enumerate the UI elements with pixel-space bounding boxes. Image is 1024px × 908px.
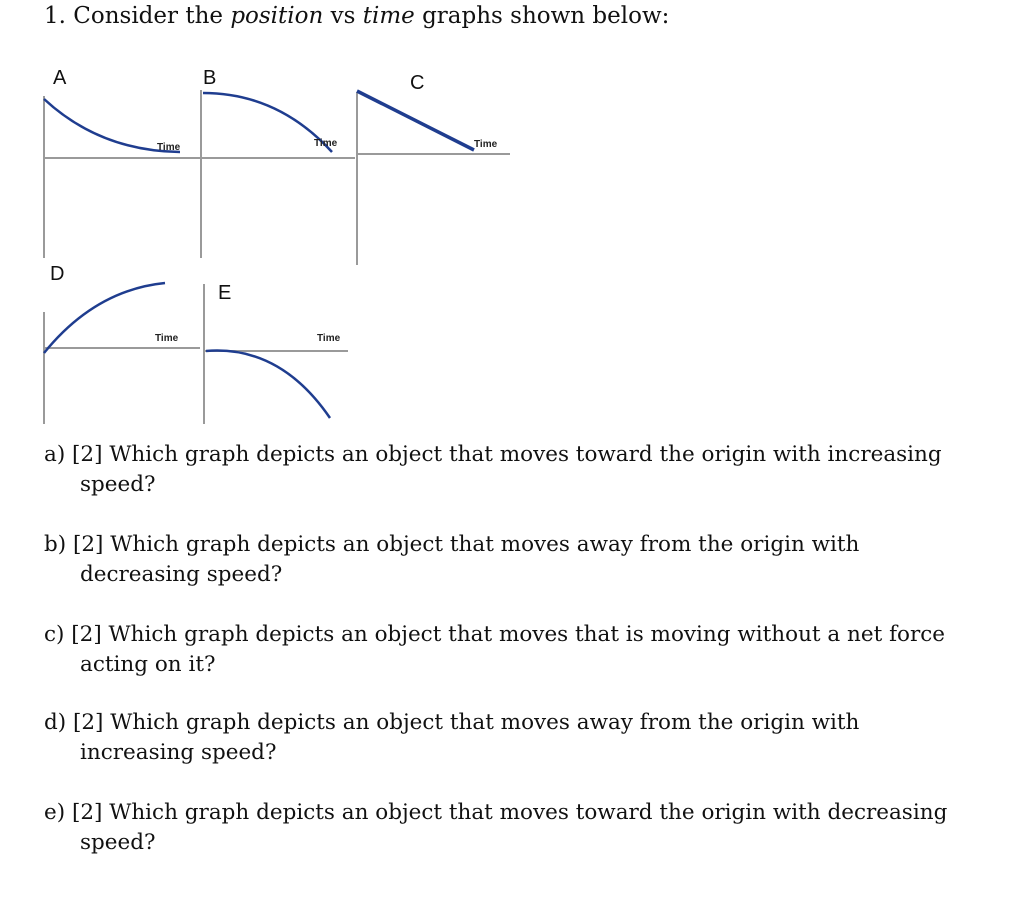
part-e-line2: speed? bbox=[80, 830, 156, 855]
part-a-line1: a) [2] Which graph depicts an object that moves toward the origin with increasing bbox=[44, 442, 942, 467]
question-number: 1. bbox=[44, 3, 66, 29]
graph-a bbox=[44, 67, 200, 258]
graph-d bbox=[44, 263, 200, 424]
graph-c-line bbox=[357, 91, 474, 150]
graph-d-axis-label: Time bbox=[155, 333, 179, 344]
graph-e-axis-label: Time bbox=[317, 333, 341, 344]
graph-c-axis-label: Time bbox=[474, 139, 498, 150]
graph-d-letter: D bbox=[50, 263, 65, 285]
part-d-line2: increasing speed? bbox=[80, 740, 277, 765]
intro-tail: graphs shown below: bbox=[422, 3, 670, 29]
graph-a-letter: A bbox=[53, 67, 67, 89]
graph-e-curve bbox=[206, 351, 330, 418]
graph-b-axis-label: Time bbox=[314, 138, 338, 149]
graph-c bbox=[357, 72, 510, 265]
graphs-figure bbox=[0, 0, 1024, 440]
part-c bbox=[44, 620, 994, 680]
part-c-line1: c) [2] Which graph depicts an object that moves that is moving without a net force bbox=[44, 622, 946, 647]
graph-b-letter: B bbox=[203, 67, 217, 89]
graph-d-curve bbox=[44, 283, 165, 353]
graph-e-letter: E bbox=[218, 282, 232, 304]
graph-c-letter: C bbox=[410, 72, 425, 94]
intro-time: time bbox=[362, 3, 415, 29]
graph-b bbox=[201, 67, 355, 258]
graph-a-axis-label: Time bbox=[157, 142, 181, 153]
part-e bbox=[44, 798, 994, 858]
intro-position: position bbox=[230, 3, 324, 29]
part-c-line2: acting on it? bbox=[80, 652, 216, 677]
part-b-line2: decreasing speed? bbox=[80, 562, 283, 587]
graph-b-curve bbox=[203, 93, 332, 152]
part-d-line1: d) [2] Which graph depicts an object that moves away from the origin with bbox=[44, 710, 860, 735]
graph-e bbox=[204, 282, 348, 424]
part-a bbox=[44, 440, 994, 500]
intro-text: Consider the bbox=[73, 3, 223, 29]
part-d bbox=[44, 708, 994, 768]
intro-vs: vs bbox=[330, 3, 356, 29]
part-b-line1: b) [2] Which graph depicts an object that moves away from the origin with bbox=[44, 532, 860, 557]
part-a-line2: speed? bbox=[80, 472, 156, 497]
part-e-line1: e) [2] Which graph depicts an object that moves toward the origin with decreasing bbox=[44, 800, 948, 825]
part-b bbox=[44, 530, 994, 590]
